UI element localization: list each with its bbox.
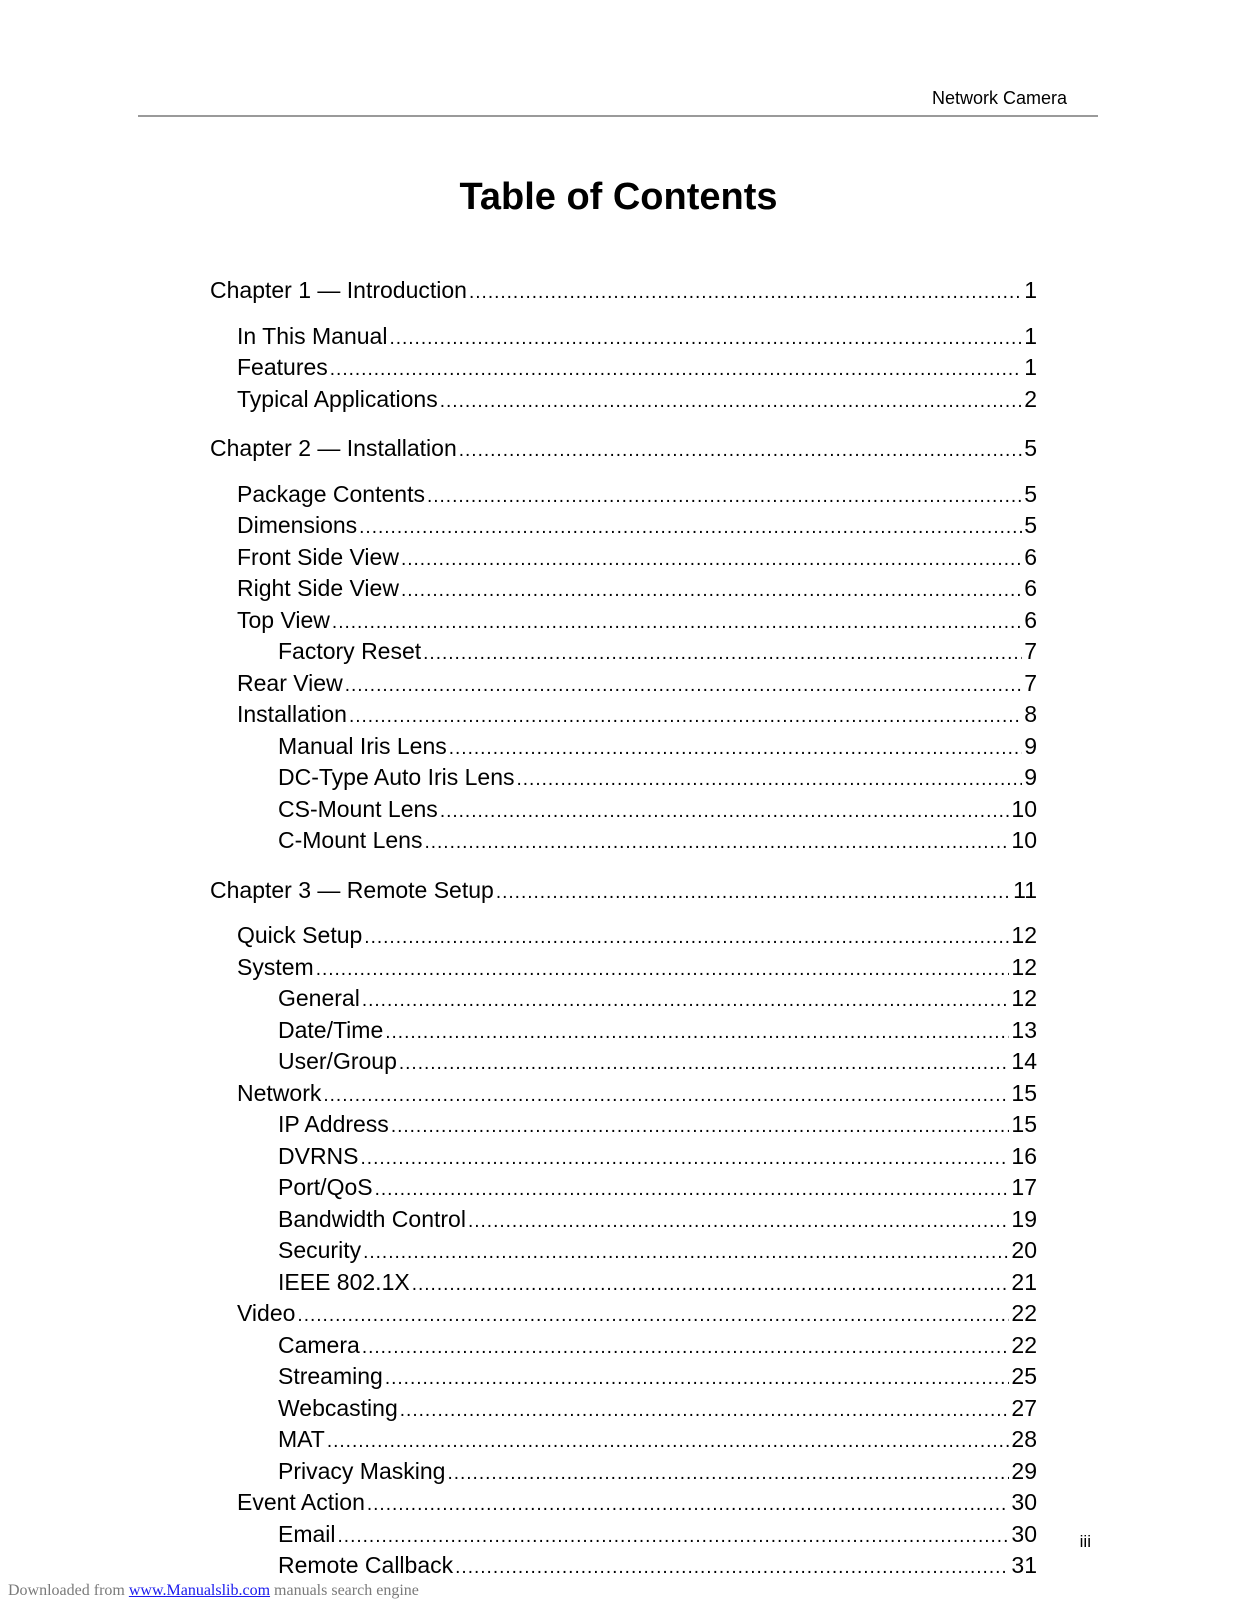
- dot-leader: [423, 640, 1022, 669]
- toc-section[interactable]: [210, 480, 1037, 512]
- dot-leader: [401, 577, 1022, 606]
- dot-leader: [385, 1019, 1009, 1048]
- toc-entry-page: 27: [1011, 1394, 1037, 1421]
- toc-entry-label: Typical Applications: [237, 385, 438, 412]
- toc-entry-label: Privacy Masking: [278, 1457, 446, 1484]
- dot-leader: [359, 514, 1022, 543]
- manualslib-link[interactable]: www.Manualslib.com: [128, 1582, 271, 1599]
- toc-entry-page: 5: [1024, 512, 1037, 538]
- dot-leader: [332, 609, 1022, 638]
- toc-chapter[interactable]: [210, 276, 1037, 308]
- toc-entry-page: 12: [1011, 985, 1037, 1011]
- toc-chapter-group: [210, 276, 1037, 416]
- toc-entry-page: 19: [1011, 1205, 1037, 1232]
- toc-chapter[interactable]: [210, 434, 1037, 466]
- dot-leader: [364, 924, 1009, 953]
- toc-subsection[interactable]: [210, 1362, 1037, 1394]
- dot-leader: [440, 798, 1010, 827]
- toc-entry-label: Manual Iris Lens: [278, 732, 447, 759]
- dot-leader: [367, 1491, 1010, 1520]
- toc-chapter[interactable]: [210, 876, 1037, 908]
- page-number: iii: [1079, 1532, 1091, 1551]
- toc-section[interactable]: [210, 543, 1037, 575]
- toc-entry-page: 6: [1024, 606, 1037, 633]
- toc-entry-label: CS-Mount Lens: [278, 795, 438, 822]
- toc-entry-label: Features: [237, 354, 328, 380]
- toc-entry-page: 29: [1011, 1457, 1037, 1484]
- toc-entry-label: Chapter 3 — Remote Setup: [210, 876, 494, 903]
- toc-entry-page: 25: [1011, 1363, 1037, 1389]
- toc-section[interactable]: [210, 606, 1037, 638]
- toc-entry-page: 22: [1011, 1331, 1037, 1358]
- toc-entry-page: 7: [1024, 669, 1037, 696]
- toc-entry-label: In This Manual: [237, 322, 388, 349]
- toc-entry-page: 8: [1024, 701, 1037, 727]
- toc-section[interactable]: [210, 1079, 1037, 1111]
- toc-entry-label: Front Side View: [237, 543, 399, 570]
- toc-entry-page: 15: [1011, 1079, 1037, 1106]
- toc-entry-page: 14: [1011, 1048, 1037, 1074]
- toc-section[interactable]: [210, 385, 1037, 417]
- toc-entry-page: 15: [1011, 1111, 1037, 1137]
- toc-entry-label: Bandwidth Control: [278, 1205, 466, 1232]
- toc-entry-label: DC-Type Auto Iris Lens: [278, 764, 515, 790]
- toc-entry-label: Chapter 2 — Installation: [210, 435, 457, 461]
- toc-entry-page: 11: [1013, 876, 1037, 903]
- toc-subsection[interactable]: [210, 1142, 1037, 1174]
- toc-entry-page: 1: [1024, 322, 1037, 349]
- toc-entry-page: 10: [1011, 795, 1037, 822]
- toc-section[interactable]: [210, 921, 1037, 953]
- dot-leader: [449, 735, 1022, 764]
- dot-leader: [447, 1460, 1009, 1489]
- toc-section[interactable]: [210, 700, 1037, 732]
- toc-entry-page: 13: [1011, 1016, 1037, 1043]
- toc-subsection[interactable]: [210, 984, 1037, 1016]
- dot-leader: [362, 987, 1010, 1016]
- header-divider: [138, 115, 1098, 117]
- toc-entry-label: Event Action: [237, 1489, 365, 1515]
- toc-entry-page: 5: [1024, 435, 1037, 461]
- toc-entry-label: Rear View: [237, 669, 343, 696]
- toc-subsection[interactable]: [210, 1047, 1037, 1079]
- toc-entry-label: Chapter 1 — Introduction: [210, 277, 467, 303]
- toc-subsection[interactable]: [210, 1425, 1037, 1457]
- toc-chapter-group: [210, 434, 1037, 858]
- header-title: Network Camera: [931, 88, 1067, 108]
- toc-entry-page: 21: [1011, 1268, 1037, 1295]
- toc-entry-label: IEEE 802.1X: [278, 1268, 410, 1295]
- toc-entry-label: Right Side View: [237, 575, 399, 601]
- dot-leader: [338, 1523, 1010, 1552]
- toc-section[interactable]: [210, 322, 1037, 354]
- toc-subsection[interactable]: [210, 1205, 1037, 1237]
- dot-leader: [375, 1176, 1010, 1205]
- dot-leader: [517, 766, 1023, 795]
- dot-leader: [459, 437, 1022, 466]
- table-of-contents: [210, 276, 1037, 1601]
- toc-entry-label: IP Address: [278, 1111, 389, 1137]
- toc-entry-page: 9: [1024, 732, 1037, 759]
- dot-leader: [361, 1145, 1010, 1174]
- toc-entry-label: Factory Reset: [278, 638, 422, 664]
- toc-entry-label: Remote Callback: [278, 1552, 454, 1578]
- toc-entry-label: Quick Setup: [237, 922, 363, 948]
- dot-leader: [385, 1365, 1010, 1394]
- footer-suffix: manuals search engine: [270, 1582, 419, 1599]
- toc-entry-label: Email: [278, 1520, 336, 1547]
- toc-subsection[interactable]: [210, 1110, 1037, 1142]
- download-footer: [8, 1582, 419, 1600]
- dot-leader: [349, 703, 1022, 732]
- toc-subsection[interactable]: [210, 763, 1037, 795]
- toc-subsection[interactable]: [210, 1331, 1037, 1363]
- toc-entry-label: Camera: [278, 1331, 360, 1358]
- toc-entry-page: 6: [1024, 575, 1037, 601]
- toc-entry-label: C-Mount Lens: [278, 827, 423, 853]
- toc-section[interactable]: [210, 353, 1037, 385]
- dot-leader: [363, 1239, 1009, 1268]
- toc-entry-page: 12: [1011, 922, 1037, 948]
- toc-section[interactable]: [210, 511, 1037, 543]
- toc-entry-label: Network: [237, 1079, 322, 1106]
- toc-chapter-group: [210, 876, 1037, 1583]
- toc-entry-page: 22: [1011, 1300, 1037, 1326]
- toc-subsection[interactable]: [210, 1173, 1037, 1205]
- toc-entry-page: 1: [1024, 354, 1037, 380]
- toc-entry-label: DVRNS: [278, 1142, 359, 1169]
- toc-subsection[interactable]: [210, 1394, 1037, 1426]
- toc-entry-page: 7: [1024, 638, 1037, 664]
- toc-entry-page: 16: [1011, 1142, 1037, 1169]
- toc-entry-page: 5: [1024, 480, 1037, 507]
- toc-entry-page: 9: [1024, 764, 1037, 790]
- toc-entry-label: User/Group: [278, 1048, 397, 1074]
- toc-subsection[interactable]: [210, 826, 1037, 858]
- toc-entry-label: Video: [237, 1300, 296, 1326]
- toc-entry-page: 12: [1011, 953, 1037, 980]
- toc-section[interactable]: [210, 669, 1037, 701]
- dot-leader: [362, 1334, 1010, 1363]
- toc-entry-label: System: [237, 953, 314, 980]
- toc-subsection[interactable]: [210, 1457, 1037, 1489]
- toc-section[interactable]: [210, 574, 1037, 606]
- toc-subsection[interactable]: [210, 1236, 1037, 1268]
- dot-leader: [469, 279, 1022, 308]
- toc-entry-label: MAT: [278, 1426, 325, 1452]
- toc-entry-label: Top View: [237, 606, 330, 633]
- toc-subsection[interactable]: [210, 1551, 1037, 1583]
- toc-entry-label: Streaming: [278, 1363, 383, 1389]
- dot-leader: [391, 1113, 1010, 1142]
- dot-leader: [316, 956, 1010, 985]
- dot-leader: [330, 356, 1022, 385]
- toc-entry-page: 28: [1011, 1426, 1037, 1452]
- toc-entry-page: 30: [1011, 1520, 1037, 1547]
- dot-leader: [455, 1554, 1009, 1583]
- dot-leader: [427, 483, 1022, 512]
- toc-entry-page: 20: [1011, 1237, 1037, 1263]
- dot-leader: [440, 388, 1022, 417]
- toc-entry-page: 2: [1024, 385, 1037, 412]
- toc-entry-label: Package Contents: [237, 480, 425, 507]
- dot-leader: [399, 1050, 1010, 1079]
- toc-entry-label: Date/Time: [278, 1016, 384, 1043]
- dot-leader: [345, 672, 1023, 701]
- toc-entry-label: Installation: [237, 701, 347, 727]
- dot-leader: [327, 1428, 1010, 1457]
- toc-entry-label: Security: [278, 1237, 362, 1263]
- toc-entry-label: Webcasting: [278, 1394, 398, 1421]
- toc-section[interactable]: [210, 1299, 1037, 1331]
- dot-leader: [424, 829, 1009, 858]
- toc-section[interactable]: [210, 953, 1037, 985]
- dot-leader: [297, 1302, 1009, 1331]
- toc-subsection[interactable]: [210, 1268, 1037, 1300]
- toc-section[interactable]: [210, 1488, 1037, 1520]
- dot-leader: [389, 325, 1022, 354]
- dot-leader: [401, 546, 1022, 575]
- footer-prefix: Downloaded from: [8, 1582, 129, 1599]
- toc-subsection[interactable]: [210, 1520, 1037, 1552]
- toc-entry-page: 31: [1011, 1552, 1037, 1578]
- dot-leader: [412, 1271, 1010, 1300]
- toc-entry-page: 1: [1024, 277, 1037, 303]
- toc-subsection[interactable]: [210, 795, 1037, 827]
- toc-subsection[interactable]: [210, 732, 1037, 764]
- toc-entry-label: Dimensions: [237, 512, 358, 538]
- toc-entry-label: Port/QoS: [278, 1174, 373, 1200]
- toc-entry-page: 6: [1024, 543, 1037, 570]
- toc-subsection[interactable]: [210, 637, 1037, 669]
- dot-leader: [323, 1082, 1009, 1111]
- toc-entry-page: 30: [1011, 1489, 1037, 1515]
- dot-leader: [496, 879, 1011, 908]
- toc-entry-page: 10: [1011, 827, 1037, 853]
- toc-entry-page: 17: [1011, 1174, 1037, 1200]
- toc-entry-label: General: [278, 985, 360, 1011]
- toc-subsection[interactable]: [210, 1016, 1037, 1048]
- page-title: Table of Contents: [459, 176, 778, 218]
- dot-leader: [468, 1208, 1009, 1237]
- dot-leader: [400, 1397, 1010, 1426]
